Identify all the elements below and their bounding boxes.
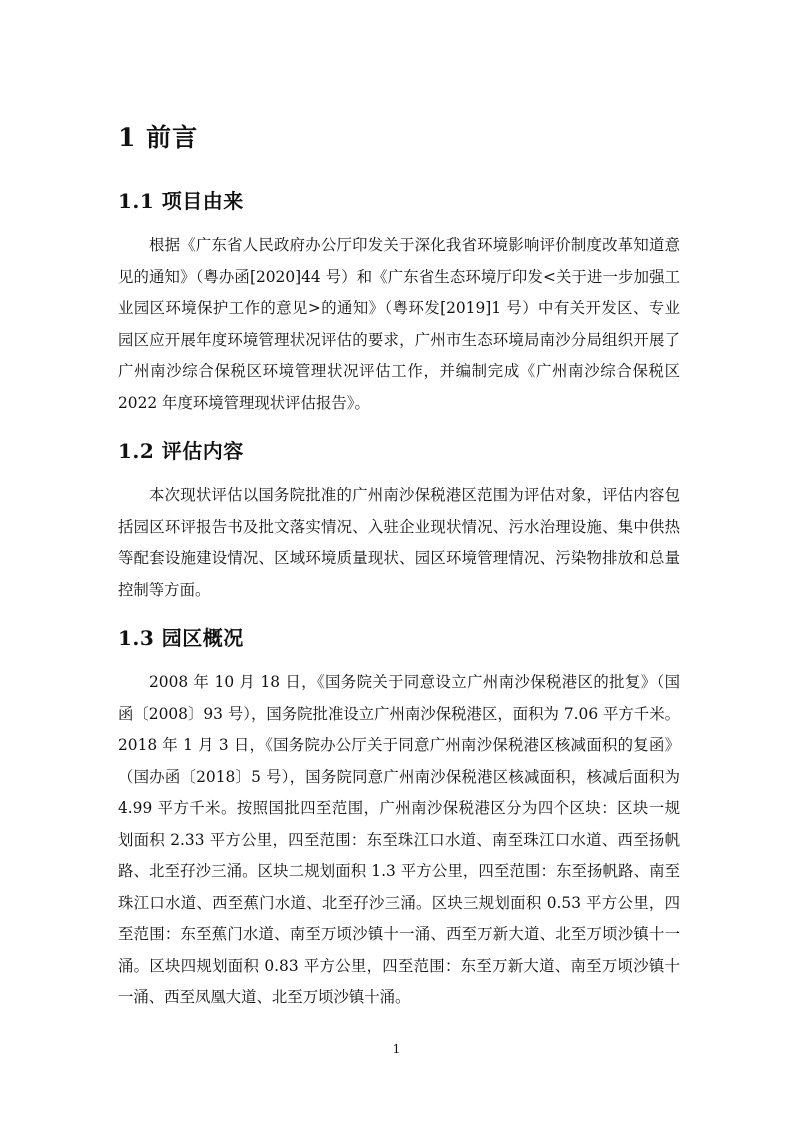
section-heading-park-overview: 1.3 园区概况 (118, 626, 244, 650)
section-heading-project-origin: 1.1 项目由来 (118, 189, 244, 213)
section-heading-assessment-content: 1.2 评估内容 (118, 439, 244, 463)
section-body-project-origin: 根据《广东省人民政府办公厅印发关于深化我省环境影响评价制度改革知道意见的通知》（粤办函[2020]44 号）和《广东省生态环境厅印发<关于进一步加强工业园区环境保护工作的意见>的通知》（粤环发[2019]1 号）中有关开发区、专业园区应开展年度环境管理状况评估的要求，广州市生态环境局南沙分局组织开展了广州南沙综合保税区环境管理状况评估工作，并编制完成《广州南沙综合保税区 2022 年度环境管理现状评估报告》。 (118, 236, 680, 412)
section-body-assessment-content: 本次现状评估以国务院批准的广州南沙保税港区范围为评估对象，评估内容包括园区环评报告书及批文落实情况、入驻企业现状情况、污水治理设施、集中供热等配套设施建设情况、区域环境质量现状、园区环境管理情况、污染物排放和总量控制等方面。 (118, 486, 680, 599)
chapter-title: 1 前言 (118, 123, 199, 152)
section-body-park-overview: 2008 年 10 月 18 日，《国务院关于同意设立广州南沙保税港区的批复》（国函〔2008〕93 号），国务院批准设立广州南沙保税港区，面积为 7.06 平方千米。2018 年 1 月 3 日，《国务院办公厅关于同意广州南沙保税港区核减面积的复函》（国办函〔2018〕5 号），国务院同意广州南沙保税港区核减面积，核减后面积为 4.99 平方千米。按照国批四至范围，广州南沙保税港区分为四个区块：区块一规划面积 2.33 平方公里，四至范围：东至珠江口水道、南至珠江口水道、西至扬帆路、北至孖沙三涌。区块二规划面积 1.3 平方公里，四至范围：东至扬帆路、南至珠江口水道、西至蕉门水道、北至孖沙三涌。区块三规划面积 0.53 平方公里，四至范围：东至蕉门水道、南至万顷沙镇十一涌、西至万新大道、北至万顷沙镇十一涌。区块四规划面积 0.83 平方公里，四至范围：东至万新大道、南至万顷沙镇十一涌、西至凤凰大道、北至万顷沙镇十涌。 (118, 673, 680, 1006)
page-number: 1 (392, 1042, 401, 1056)
